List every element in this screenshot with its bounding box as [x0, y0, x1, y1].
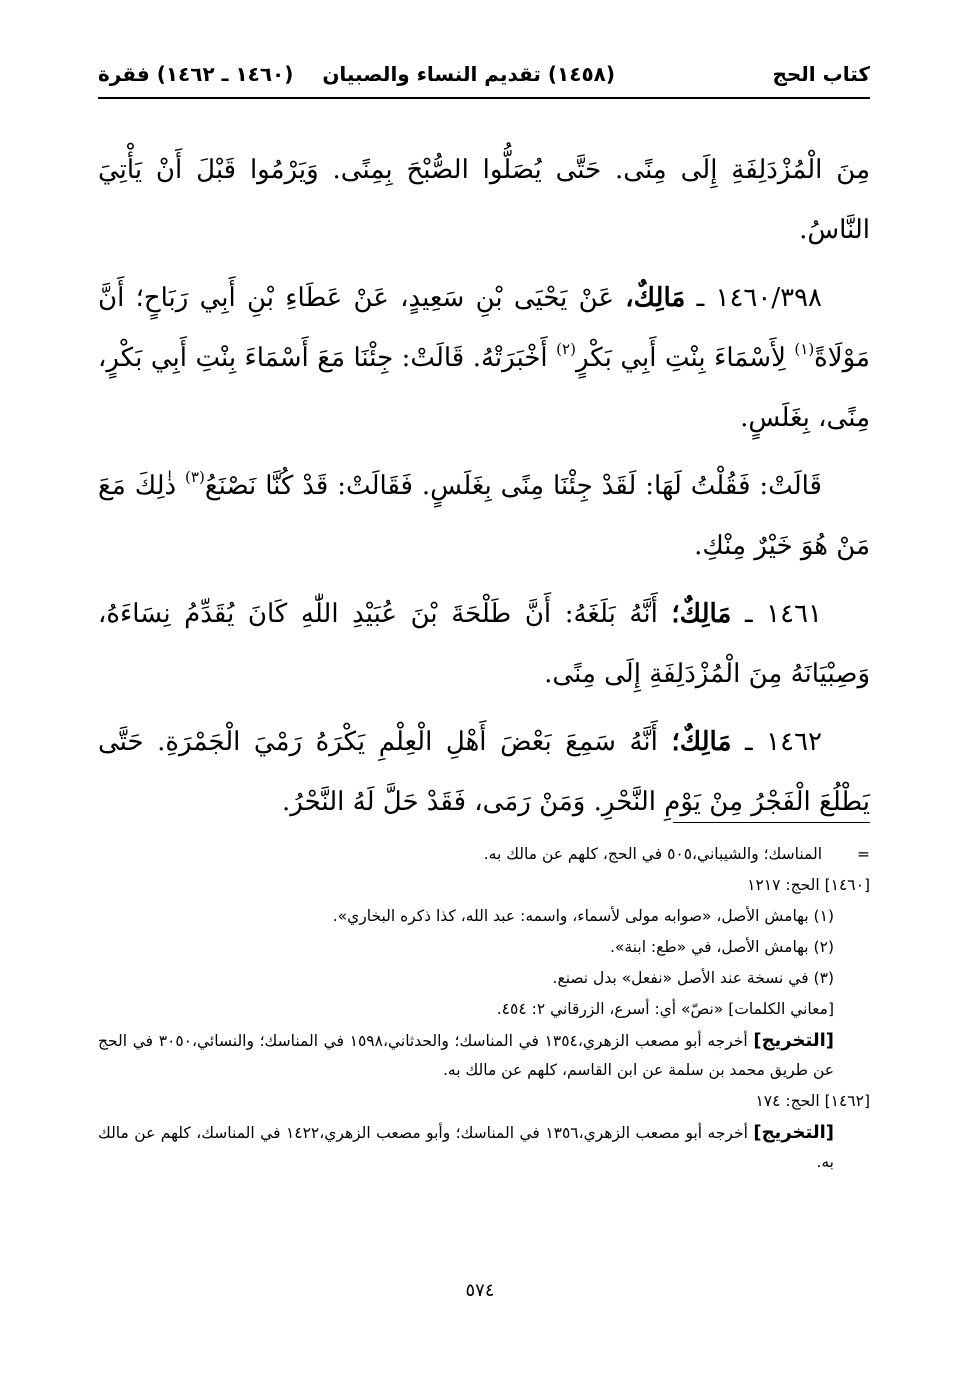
hadith-text: ذٰلِكَ مَعَ مَنْ هُوَ خَيْرٌ مِنْكِ. [98, 471, 870, 561]
hadith-text: أَخْبَرَتْهُ. قَالَتْ: جِئْنَا مَعَ أَسْمَاءَ بِنْتِ أَبِي بَكْرٍ، مِنًى، بِغَلَسٍ. [98, 343, 870, 433]
hadith-text: عَنْ يَحْيَى بْنِ سَعِيدٍ، عَنْ عَطَاءِ بْنِ أَبِي رَبَاحٍ؛ أَنَّ مَوْلَاةً [98, 283, 870, 373]
continuation-mark: = [857, 845, 870, 863]
hadith-number: ١٤٦٠/٣٩٨ ـ [696, 283, 822, 313]
hadith-text: لِأَسْمَاءَ بِنْتِ أَبِي بَكْرٍ [575, 343, 795, 373]
footnote-ref-3[interactable]: (٣) [185, 468, 205, 486]
hadith-1460-cont [98, 456, 870, 576]
paragraph-continuation: مِنَ الْمُزْدَلِفَةِ إِلَى مِنًى. حَتَّى يُصَلُّوا الصُّبْحَ بِمِنًى. وَيَرْمُوا قَبْلَ أَنْ يَأْتِيَ النَّاسُ. [98, 155, 870, 245]
hadith-text: أَنَّهُ سَمِعَ بَعْضَ أَهْلِ الْعِلْمِ يَكْرَهُ رَمْيَ الْجَمْرَةِ. حَتَّى يَطْلُعَ الْفَجْرُ مِنْ يَوْمِ النَّحْرِ. وَمَنْ رَمَى، فَقَدْ حَلَّ لَهُ النَّحْرُ. [98, 727, 870, 817]
header-rule [98, 97, 870, 99]
narrator-name: مَالِكٌ؛ [671, 727, 732, 757]
footnote-3: (٣) في نسخة عند الأصل «نفعل» بدل نصنع. [552, 969, 834, 987]
hadith-text: قَالَتْ: فَقُلْتُ لَهَا: لَقَدْ جِئْنَا مِنًى بِغَلَسٍ. فَقَالَتْ: قَدْ كُنَّا نَصْنَعُ [204, 471, 822, 501]
hadith-1462 [98, 712, 870, 832]
word-meanings: [معاني الكلمات] «نصّ» أي: أسرع، الزرقاني ٢: ٤٥٤. [496, 1000, 834, 1018]
hadith-number: ١٤٦٢ ـ [744, 727, 822, 757]
header-book-title: كتاب الحج [772, 62, 870, 86]
footnote-ref-1[interactable]: (١) [794, 340, 815, 358]
takhrij-1460 [98, 1026, 870, 1085]
footnote-2: (٢) بهامش الأصل، في «طع: ابنة». [609, 938, 834, 956]
footnotes [98, 838, 870, 1179]
header-chapter-title: (١٤٥٨) تقديم النساء والصبيان [322, 62, 615, 86]
page-number: ٥٧٤ [465, 1280, 495, 1301]
reference-1462: [١٤٦٢] الحج: ١٧٤ [755, 1092, 870, 1110]
footnote-continuation [98, 840, 870, 869]
footnote-separator [673, 822, 870, 823]
reference-1460: [١٤٦٠] الحج: ١٢١٧ [747, 876, 870, 894]
takhrij-text: أخرجه أبو مصعب الزهري،١٣٥٤ في المناسك؛ والحدثاني،١٥٩٨ في المناسك؛ والنسائي،٣٠٥٠ في الحج عن طريق محمد بن سلمة عن ابن القاسم، كلهم عن مالك به. [98, 1032, 834, 1079]
footnote-text: المناسك؛ والشيباني،٥٠٥ في الحج، كلهم عن مالك به. [483, 845, 822, 863]
footnote-ref-2[interactable]: (٢) [556, 340, 576, 358]
hadith-number: ١٤٦١ ـ [744, 599, 823, 629]
narrator-name: مَالِكٌ؛ [671, 599, 732, 629]
hadith-text: أَنَّهُ بَلَغَهُ: أَنَّ طَلْحَةَ بْنَ عُبَيْدِ اللّٰهِ كَانَ يُقَدِّمُ نِسَاءَهُ، وَصِبْيَانَهُ مِنَ الْمُزْدَلِفَةِ إِلَى مِنًى. [98, 599, 870, 689]
takhrij-1462 [98, 1118, 870, 1177]
takhrij-label: [التخريج] [753, 1122, 834, 1143]
hadith-1461 [98, 584, 870, 704]
header-paragraph-range: (١٤٦٠ ـ ١٤٦٢) فقرة [98, 62, 294, 86]
main-text [98, 140, 870, 840]
takhrij-label: [التخريج] [753, 1030, 834, 1051]
running-header [98, 62, 870, 92]
hadith-1460 [98, 268, 870, 448]
narrator-name: مَالِكٌ، [625, 283, 686, 313]
takhrij-text: أخرجه أبو مصعب الزهري،١٣٥٦ في المناسك؛ وأبو مصعب الزهري،١٤٢٢ في المناسك، كلهم عن مالك به. [98, 1124, 834, 1171]
footnote-1: (١) بهامش الأصل، «صوابه مولى لأسماء، واسمه: عبد الله، كذا ذكره البخاري». [332, 907, 834, 925]
